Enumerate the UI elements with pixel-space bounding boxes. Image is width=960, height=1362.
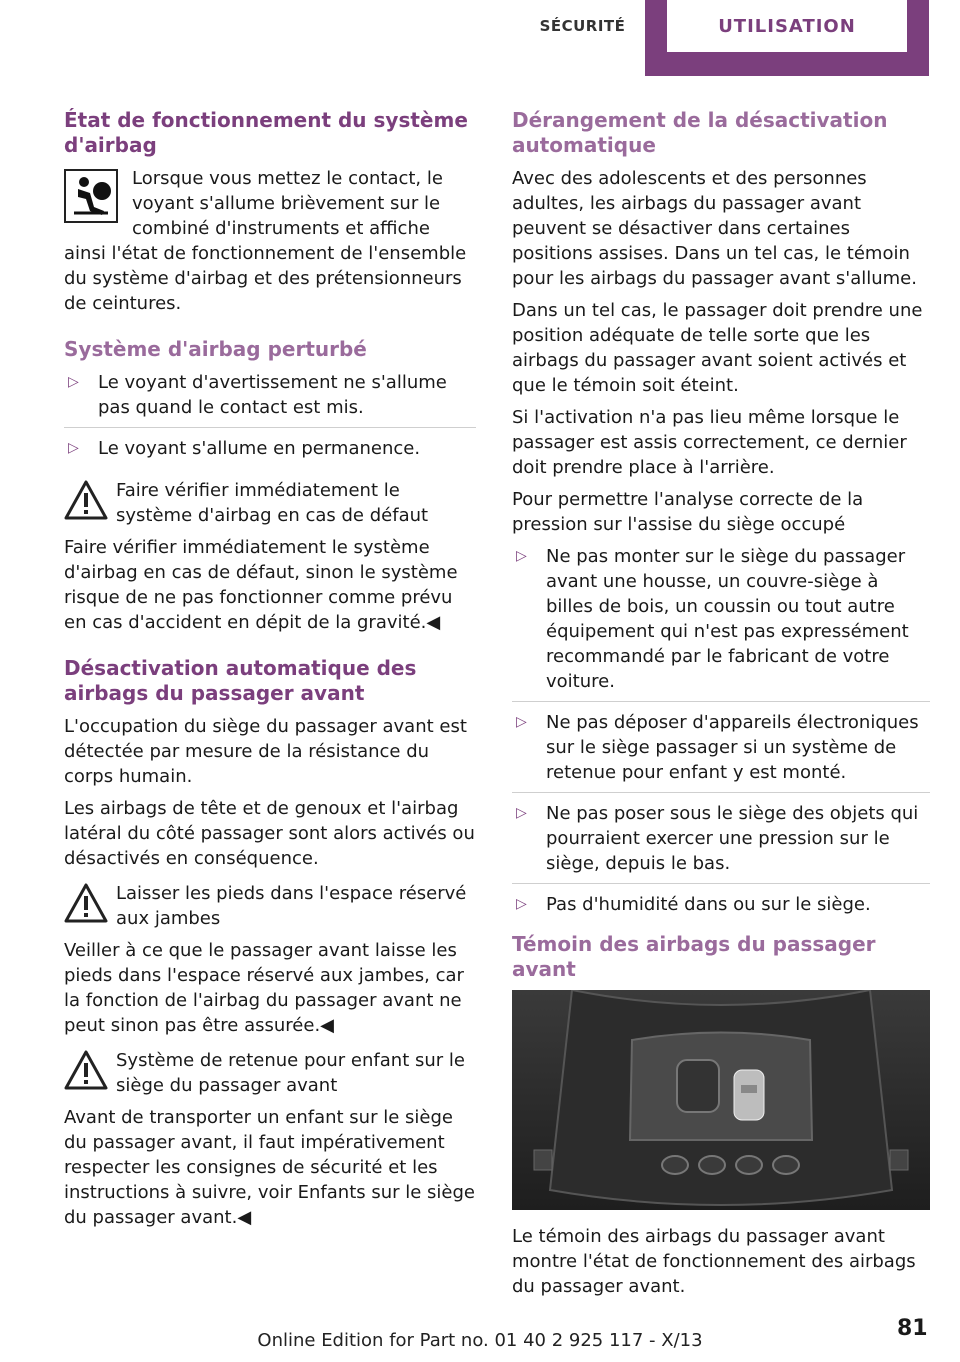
list-item: ▷ Pas d'humidité dans ou sur le siège. [516, 894, 871, 915]
bullet-triangle-icon: ▷ [516, 896, 527, 912]
warning-title: Laisser les pieds dans l'espace réservé aux jambes [116, 883, 467, 929]
right-column [512, 108, 930, 1306]
section-tab-utilisation[interactable] [645, 0, 929, 76]
heading-auto-deactivation: Désactivation automatique des airbags du passager avant [64, 656, 417, 705]
paragraph: Le témoin des airbags du passager avant montre l'état de fonctionnement des airbags du passager avant. [512, 1226, 916, 1297]
list-item: ▷ Le voyant s'allume en permanence. [68, 438, 421, 459]
list-item: ▷ Ne pas poser sous le siège des objets qui pourraient exercer une pression sur le siège, depuis le bas. [512, 801, 930, 884]
fault-list [64, 370, 476, 468]
left-column [64, 108, 476, 1237]
paragraph: L'occupation du siège du passager avant est détectée par mesure de la résistance du corps humain. [64, 716, 467, 787]
paragraph: Avec des adolescents et des personnes adultes, les airbags du passager avant peuvent se désactiver dans certaines positions assises. Dans un tel cas, le témoin pour les airbags du passager avant s'allume. [512, 168, 917, 289]
warning-triangle-icon [64, 883, 108, 923]
heading-airbag-indicator: Témoin des airbags du passager avant [512, 932, 876, 981]
warning-title: Faire vérifier immédiatement le système d'airbag en cas de défaut [116, 480, 429, 526]
bullet-triangle-icon: ▷ [68, 440, 79, 456]
bullet-triangle-icon: ▷ [516, 548, 527, 564]
airbag-status-text: Lorsque vous mettez le contact, le voyant s'allume brièvement sur le combiné d'instruments et affiche ainsi l'état de fonctionnement de l'ensemble du système d'airbag et des prétensionneurs de ceintures. [64, 168, 467, 314]
heading-deactivation-fault: Dérangement de la désactivation automatique [512, 108, 888, 157]
warning-text: Faire vérifier immédiatement le système d'airbag en cas de défaut, sinon le système risque de ne pas fonctionner comme prévu en cas d'accident en dépit de la gravité.◀ [64, 537, 458, 633]
warning-block [64, 478, 476, 528]
seat-instructions-list [512, 544, 930, 924]
airbag-status-paragraph [64, 166, 476, 316]
paragraph: Si l'activation n'a pas lieu même lorsque le passager est assis correctement, ce dernier doit prendre place à l'arrière. [512, 407, 907, 478]
edition-footer: Online Edition for Part no. 01 40 2 925 117 - X/13 [257, 1330, 703, 1351]
section-tab-securite[interactable]: SÉCURITÉ [539, 17, 626, 35]
airbag-warning-icon [64, 169, 118, 223]
paragraph: Dans un tel cas, le passager doit prendre une position adéquate de telle sorte que les airbags du passager avant soient activés et que le témoin soit éteint. [512, 300, 923, 396]
warning-triangle-icon [64, 1050, 108, 1090]
warning-triangle-icon [64, 480, 108, 520]
list-item: ▷ Le voyant d'avertissement ne s'allume pas quand le contact est mis. [64, 370, 476, 428]
paragraph: Les airbags de tête et de genoux et l'airbag latéral du côté passager sont alors activés ou désactivés en conséquence. [64, 798, 475, 869]
bullet-triangle-icon: ▷ [68, 374, 79, 390]
overhead-console-illustration [512, 990, 930, 1210]
heading-airbag-status: État de fonctionnement du système d'airbag [64, 108, 468, 157]
warning-title: Système de retenue pour enfant sur le siège du passager avant [116, 1050, 465, 1096]
heading-airbag-fault: Système d'airbag perturbé [64, 337, 367, 361]
page-number: 81 [897, 1316, 928, 1341]
list-item: ▷ Ne pas déposer d'appareils électroniques sur le siège passager si un système de retenue pour enfant y est monté. [512, 710, 930, 793]
overhead-console-photo [512, 990, 930, 1210]
warning-text: Veiller à ce que le passager avant laisse les pieds dans l'espace réservé aux jambes, car la fonction de l'airbag du passager avant ne peut sinon pas être assurée.◀ [64, 940, 464, 1036]
bullet-triangle-icon: ▷ [516, 714, 527, 730]
warning-text: Avant de transporter un enfant sur le siège du passager avant, il faut impérativement respecter les consignes de sécurité et les instructions à suivre, voir Enfants sur le siège du passager avant.◀ [64, 1107, 476, 1228]
section-tab-utilisation-label: UTILISATION [667, 0, 907, 52]
bullet-triangle-icon: ▷ [516, 805, 527, 821]
list-item: ▷ Ne pas monter sur le siège du passager avant une housse, un couvre-siège à billes de bois, un coussin ou tout autre équipement qui n'est pas expressément recommandé par le fabricant de votre voiture. [512, 544, 930, 702]
warning-block [64, 881, 476, 931]
warning-block [64, 1048, 476, 1098]
paragraph: Pour permettre l'analyse correcte de la pression sur l'assise du siège occupé [512, 489, 864, 535]
